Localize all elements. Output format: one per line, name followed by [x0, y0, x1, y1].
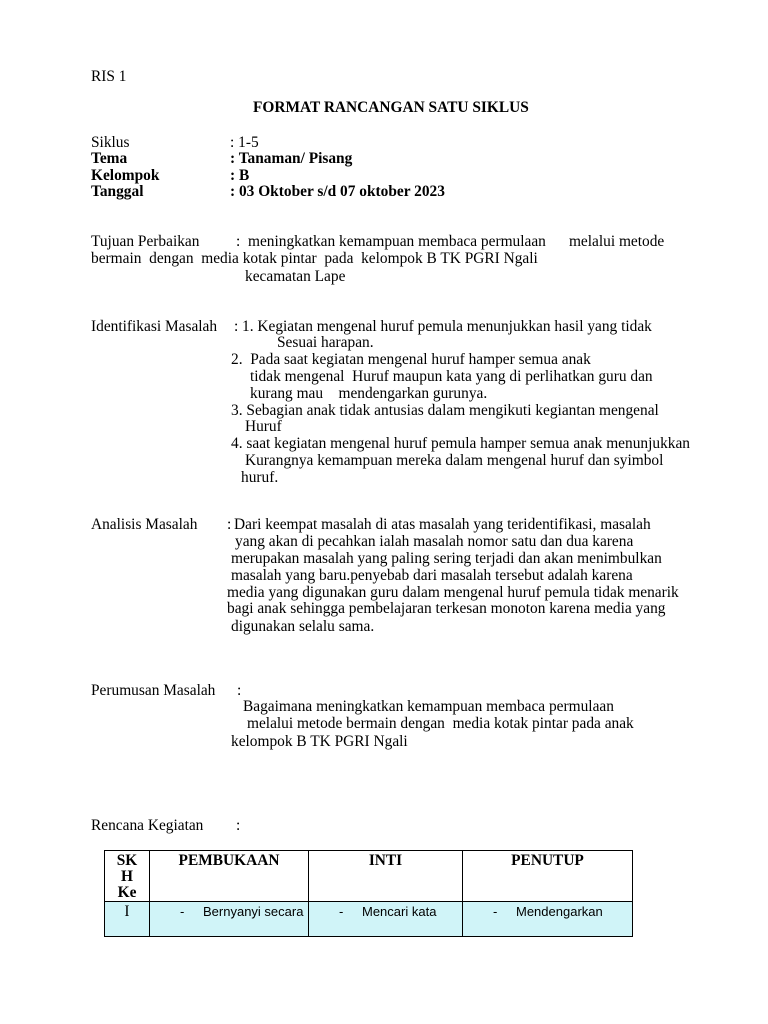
- section-colon: :: [236, 233, 241, 250]
- section-line: 1. Kegiatan mengenal huruf pemula menunjukkan hasil yang tidak: [242, 318, 652, 335]
- info-label-siklus: Siklus: [91, 134, 130, 151]
- header-session: [105, 851, 150, 902]
- activity-plan-table: [104, 850, 633, 937]
- section-line: masalah yang baru.penyebab dari masalah tersebut adalah karena: [231, 567, 633, 584]
- info-value-kelompok: : B: [230, 167, 250, 184]
- section-label: Perumusan Masalah: [91, 682, 216, 699]
- table-row: [105, 902, 633, 937]
- section-line: media yang digunakan guru dalam mengenal huruf pemula tidak menarik: [227, 584, 679, 601]
- table-header-row: [105, 851, 633, 902]
- section-line: 3. Sebagian anak tidak antusias dalam mengikuti kegiantan mengenal: [231, 402, 659, 419]
- cell-penutup: [463, 902, 633, 937]
- info-value-siklus: : 1-5: [230, 134, 259, 151]
- section-line: digunakan selalu sama.: [231, 618, 375, 635]
- info-label-kelompok: Kelompok: [91, 167, 160, 184]
- header-pembukaan: PEMBUKAAN: [150, 851, 309, 902]
- cell-text: Mencari kata: [362, 904, 437, 919]
- header-session-line: SK: [116, 852, 138, 869]
- section-line: yang akan di pecahkan ialah masalah nomor satu dan dua karena: [235, 533, 634, 550]
- section-line: kelompok B TK PGRI Ngali: [231, 733, 408, 750]
- info-label-tema: Tema: [91, 150, 128, 167]
- section-line: huruf.: [241, 469, 279, 486]
- info-value-tanggal: : 03 Oktober s/d 07 oktober 2023: [230, 183, 445, 200]
- info-label-tanggal: Tanggal: [91, 183, 144, 200]
- header-session-line: H: [121, 868, 133, 885]
- section-line: bermain dengan media kotak pintar pada kelompok B TK PGRI Ngali: [91, 250, 538, 267]
- section-line: kecamatan Lape: [245, 268, 346, 285]
- section-label: Analisis Masalah: [91, 516, 198, 533]
- bullet-dash: -: [493, 904, 498, 919]
- cell-session: I: [105, 902, 150, 937]
- header-session-line: Ke: [117, 884, 137, 901]
- section-label: Tujuan Perbaikan: [91, 233, 200, 250]
- section-colon: :: [234, 318, 239, 335]
- header-inti: INTI: [309, 851, 463, 902]
- section-line: meningkatkan kemampuan membaca permulaan melalui metode: [248, 233, 665, 250]
- section-line: 2. Pada saat kegiatan mengenal huruf hamper semua anak: [231, 351, 591, 368]
- section-line: Sesuai harapan.: [277, 334, 374, 351]
- section-colon: :: [227, 516, 232, 533]
- section-line: bagi anak sehingga pembelajaran terkesan monoton karena media yang: [227, 600, 666, 617]
- section-line: melalui metode bermain dengan media kotak pintar pada anak: [247, 715, 634, 732]
- cell-pembukaan: [150, 902, 309, 937]
- cell-inti: [309, 902, 463, 937]
- bullet-dash: -: [180, 904, 185, 919]
- section-line: Bagaimana meningkatkan kemampuan membaca permulaan: [243, 698, 614, 715]
- section-line: Kurangnya kemampuan mereka dalam mengenal huruf dan syimbol: [245, 452, 664, 469]
- document-title: FORMAT RANCANGAN SATU SIKLUS: [253, 99, 529, 116]
- section-line: merupakan masalah yang paling sering terjadi dan akan menimbulkan: [231, 550, 662, 567]
- section-line: kurang mau mendengarkan gurunya.: [250, 385, 488, 402]
- section-label: Rencana Kegiatan: [91, 817, 204, 834]
- cell-text: Mendengarkan: [516, 904, 603, 919]
- section-line: tidak mengenal Huruf maupun kata yang di perlihatkan guru dan: [250, 368, 653, 385]
- bullet-dash: -: [339, 904, 344, 919]
- section-label: Identifikasi Masalah: [91, 318, 218, 335]
- section-colon: :: [237, 682, 242, 699]
- section-line: 4. saat kegiatan mengenal huruf pemula hamper semua anak menunjukkan: [231, 435, 690, 452]
- document-code: RIS 1: [91, 68, 127, 85]
- section-line: Dari keempat masalah di atas masalah yang teridentifikasi, masalah: [234, 516, 651, 533]
- section-colon: :: [236, 817, 241, 834]
- header-penutup: PENUTUP: [463, 851, 633, 902]
- cell-text: Bernyanyi secara: [203, 904, 304, 919]
- section-line: Huruf: [245, 418, 282, 435]
- info-value-tema: : Tanaman/ Pisang: [230, 150, 353, 167]
